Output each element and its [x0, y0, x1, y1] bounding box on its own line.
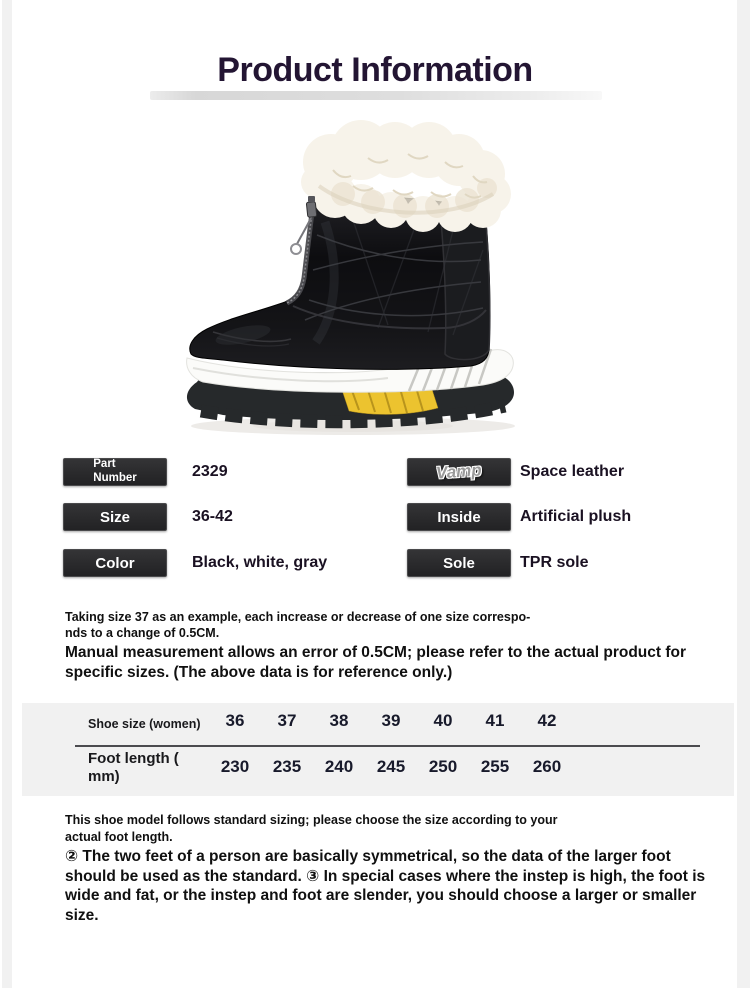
vamp-wordart-text: Vamp	[435, 460, 483, 483]
spec-value-sole: TPR sole	[520, 554, 589, 571]
size-chart-row2-label	[88, 750, 208, 786]
foot-length-cell: 255	[480, 757, 510, 776]
spec-value-inside: Artificial plush	[520, 508, 632, 525]
zipper-slider	[306, 202, 317, 218]
page-title: Product Information	[217, 51, 533, 89]
spec-label-size: Size	[63, 503, 167, 531]
spec-label-vamp	[407, 458, 511, 486]
size-cell: 37	[277, 711, 297, 730]
foot-length-cell: 240	[324, 757, 354, 776]
fur-collar	[301, 120, 511, 232]
right-page-margin	[737, 0, 750, 988]
title-underline-bar	[150, 91, 602, 100]
foot-length-cell: 250	[428, 757, 458, 776]
size-cell: 39	[381, 711, 401, 730]
size-cell: 42	[537, 711, 557, 730]
size-cell: 36	[225, 711, 245, 730]
spec-value-size: 36-42	[192, 508, 233, 525]
standard-sizing-note-line2: actual foot length.	[65, 829, 173, 844]
spec-label-sole: Sole	[407, 549, 511, 577]
foot-symmetry-note: ② The two feet of a person are basically symmetrical, so the data of the larger foot should be used as the standard. ③ In special cases where the instep is high, the foot is wide and fat, or the instep and foot are slender, you should choose a larger or smaller size.	[65, 848, 706, 924]
foot-length-label-line1: Foot length (	[88, 750, 179, 767]
size-chart-panel	[22, 703, 734, 796]
size-cell: 40	[433, 711, 453, 730]
spec-label-part-number	[63, 458, 167, 486]
spec-label-part-line2: Number	[93, 472, 137, 484]
product-photo-winter-boot	[183, 110, 523, 440]
size-chart-lengths-row	[209, 757, 573, 777]
spec-value-vamp: Space leather	[520, 463, 625, 480]
foot-length-label-line2: mm)	[88, 768, 120, 785]
size-example-note-line2: nds to a change of 0.5CM.	[65, 626, 220, 640]
spec-label-color: Color	[63, 549, 167, 577]
size-cell: 38	[329, 711, 349, 730]
zipper-pull-ring	[291, 244, 301, 254]
size-cell: 41	[485, 711, 505, 730]
spec-label-inside: Inside	[407, 503, 511, 531]
foot-length-cell: 235	[272, 757, 302, 776]
spec-value-color: Black, white, gray	[192, 554, 328, 571]
size-example-note	[65, 609, 565, 641]
foot-length-cell: 245	[376, 757, 406, 776]
size-example-note-line1: Taking size 37 as an example, each increase or decrease of one size correspo-	[65, 610, 531, 624]
size-chart-divider	[75, 745, 700, 747]
measurement-error-note: Manual measurement allows an error of 0.5CM; please refer to the actual product for specific sizes. (The above data is for reference only.)	[65, 644, 687, 681]
left-page-margin	[2, 0, 12, 988]
size-chart-row1-label: Shoe size (women)	[88, 717, 201, 731]
standard-sizing-note-line1: This shoe model follows standard sizing; please choose the size according to your	[65, 813, 558, 827]
foot-length-cell: 260	[532, 757, 562, 776]
size-chart-sizes-row	[209, 711, 573, 731]
foot-length-cell: 230	[220, 757, 250, 776]
spec-label-part-line1: Part	[93, 458, 116, 471]
spec-value-part-number: 2329	[192, 463, 228, 480]
standard-sizing-note	[65, 812, 605, 845]
